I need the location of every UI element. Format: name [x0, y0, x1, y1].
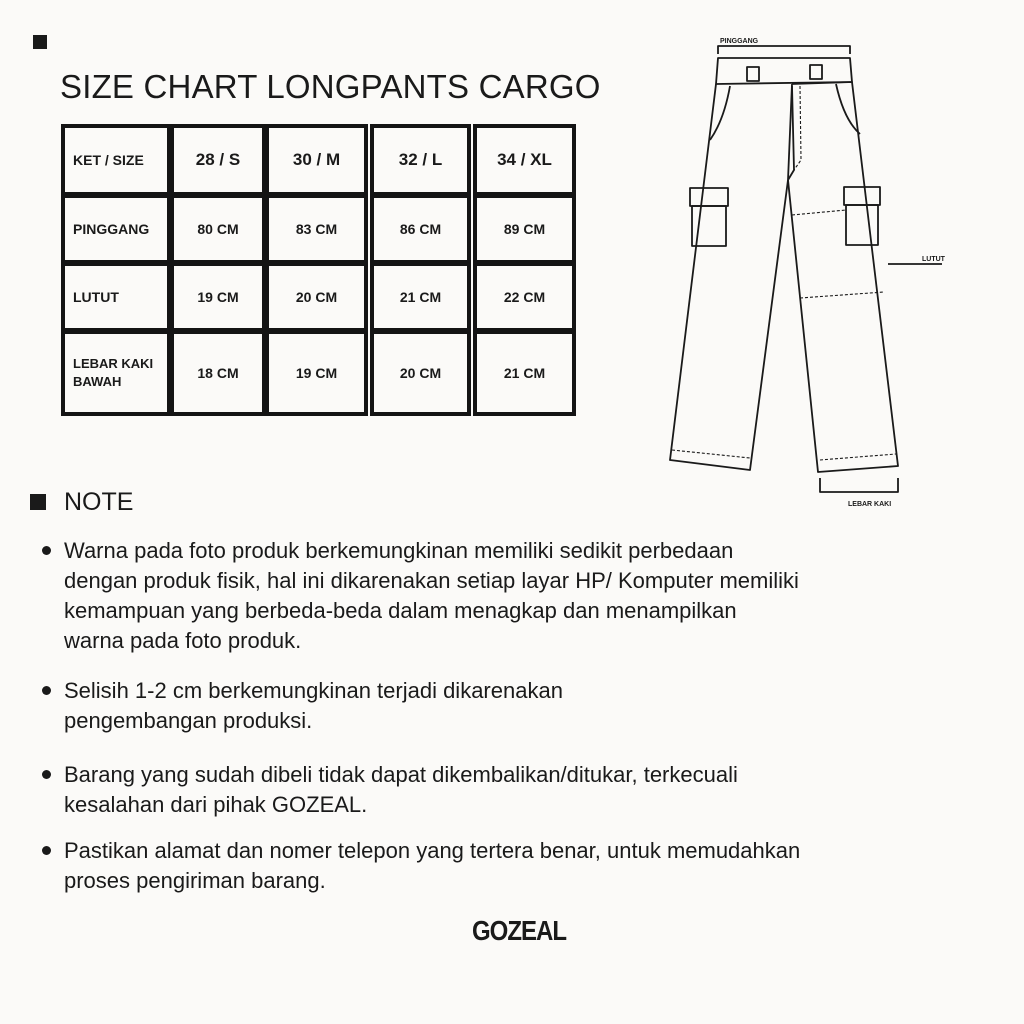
bullet-icon: [42, 770, 51, 779]
table-cell: 86 CM: [370, 194, 471, 264]
note-line: pengembangan produksi.: [64, 708, 313, 733]
table-cell: 83 CM: [265, 194, 368, 264]
table-cell: 18 CM: [170, 330, 266, 416]
hem-label: LEBAR KAKI: [848, 501, 892, 508]
cargo-pants-diagram: [660, 30, 960, 520]
note-line: Selisih 1-2 cm berkemungkinan terjadi dikarenakan: [64, 678, 563, 703]
bullet-icon: [42, 846, 51, 855]
row-label-pinggang: PINGGANG: [61, 194, 171, 264]
note-line: proses pengiriman barang.: [64, 868, 326, 893]
size-header: 32 / L: [370, 124, 471, 196]
knee-label: LUTUT: [922, 256, 945, 263]
waist-label: PINGGANG: [720, 38, 759, 45]
table-cell: 80 CM: [170, 194, 266, 264]
note-line: kemampuan yang berbeda-beda dalam menagkap dan menampilkan: [64, 598, 737, 623]
table-cell: 20 CM: [370, 330, 471, 416]
note-line: dengan produk fisik, hal ini dikarenakan setiap layar HP/ Komputer memiliki: [64, 568, 799, 593]
row-label-lebar-kaki-bawah: LEBAR KAKI BAWAH: [61, 330, 171, 416]
page-title: SIZE CHART LONGPANTS CARGO: [60, 68, 601, 105]
table-cell: 21 CM: [370, 262, 471, 332]
note-line: Barang yang sudah dibeli tidak dapat dikembalikan/ditukar, terkecuali: [64, 762, 738, 787]
row-label-lutut: LUTUT: [61, 262, 171, 332]
note-line: Warna pada foto produk berkemungkinan memiliki sedikit perbedaan: [64, 538, 734, 563]
note-square-marker: [30, 494, 46, 510]
table-cell: 19 CM: [265, 330, 368, 416]
bullet-icon: [42, 546, 51, 555]
table-cell: 22 CM: [473, 262, 576, 332]
size-header: 28 / S: [170, 124, 266, 196]
table-cell: 19 CM: [170, 262, 266, 332]
note-title: NOTE: [64, 488, 134, 516]
size-header: 30 / M: [265, 124, 368, 196]
table-cell: 20 CM: [265, 262, 368, 332]
brand-logo: GOZEAL: [472, 916, 566, 948]
bullet-icon: [42, 686, 51, 695]
table-cell: 21 CM: [473, 330, 576, 416]
table-cell: 89 CM: [473, 194, 576, 264]
title-square-marker: [33, 35, 47, 49]
note-line: kesalahan dari pihak GOZEAL.: [64, 792, 368, 817]
note-line: Pastikan alamat dan nomer telepon yang tertera benar, untuk memudahkan: [64, 838, 801, 863]
note-line: warna pada foto produk.: [64, 628, 302, 653]
table-corner-header: KET / SIZE: [61, 124, 171, 196]
size-header: 34 / XL: [473, 124, 576, 196]
